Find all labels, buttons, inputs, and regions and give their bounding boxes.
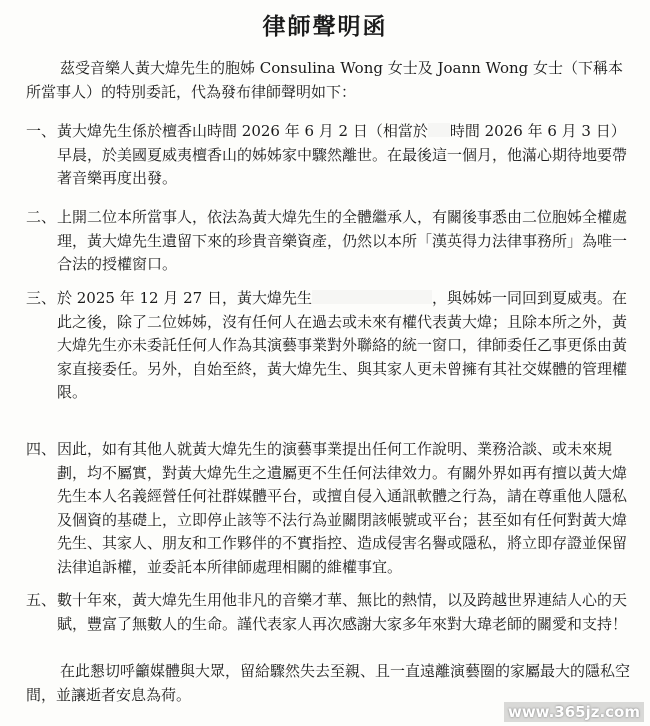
clause-1: [26, 120, 638, 191]
clause-2-text: 上開二位本所當事人，依法為黃大煒先生的全體繼承人，有關後事悉由二位胞姊全權處理，黃大煒先生遺留下來的珍貴音樂資產，仍然以本所「漢英得力法律事務所」為唯一合法的授權窗口。: [57, 208, 628, 274]
clause-5-number: 五、: [26, 591, 57, 609]
clause-4-number: 四、: [26, 440, 57, 458]
site-watermark: www.365jz.com: [504, 702, 644, 722]
clause-3-text: 於 2025 年 12 月 27 日，黃大煒先生 ，與姊姊一同回到夏威夷。在此之後，除了二位姊姊，沒有任何人在過去或未來有權代表黃大煒；且除本所之外，黃大煒先生亦未委託任何人作為其演藝事業對外聯絡的統一窗口，律師委任乙事更係由黃家直接委任。另外，自始至終，黃大煒先生、與其家人更未曾擁有其社交媒體的管理權限。: [57, 289, 628, 402]
intro-text: 茲受音樂人黃大煒先生的胞姊 Consulina Wong 女士及 Joann Wong 女士（下稱本所當事人）的特別委託，代為發布律師聲明如下：: [26, 59, 624, 101]
clause-1-text: 黃大煒先生係於檀香山時間 2026 年 6 月 2 日（相當於 時間 2026 年 6 月 3 日）早晨，於美國夏威夷檀香山的姊姊家中驟然離世。在最後這一個月，他滿心期待地要帶著音樂再度出發。: [57, 122, 628, 188]
clause-3-number: 三、: [26, 289, 57, 307]
clause-2: [26, 206, 638, 277]
clause-5-text: 數十年來，黃大煒先生用他非凡的音樂才華、無比的熱情，以及跨越世界連結人心的天賦，豐富了無數人的生命。謹代表家人再次感謝大家多年來對大瑋老師的關愛和支持！: [57, 591, 628, 633]
redaction-mark: [428, 123, 450, 137]
clause-3: [26, 287, 638, 405]
clause-5: [26, 589, 638, 636]
redaction-mark: [312, 290, 432, 304]
closing-paragraph: [26, 659, 636, 707]
clause-2-number: 二、: [26, 208, 57, 226]
clause-4: [26, 438, 638, 580]
clause-1-number: 一、: [26, 122, 57, 140]
clause-4-text: 因此，如有其他人就黃大煒先生的演藝事業提出任何工作說明、業務洽談、或未來規劃，均不屬實，對黃大煒先生之遺屬更不生任何法律效力。有關外界如再有擅以黃大煒先生本人名義經營任何社群媒體平台，或擅自侵入通訊軟體之行為，請在尊重他人隱私及個資的基礎上，立即停止該等不法行為並關閉該帳號或平台；甚至如有任何對黃大煒先生、其家人、朋友和工作夥伴的不實指控、造成侵害名譽或隱私，將立即存證並保留法律追訴權，並委託本所律師處理相關的維權事宜。: [57, 440, 628, 576]
intro-paragraph: [26, 56, 636, 104]
page-title: 律師聲明函: [262, 13, 388, 40]
closing-text: 在此懇切呼籲媒體與大眾，留給驟然失去至親、且一直遠離演藝圈的家屬最大的隱私空間，並讓逝者安息為荷。: [26, 662, 631, 704]
